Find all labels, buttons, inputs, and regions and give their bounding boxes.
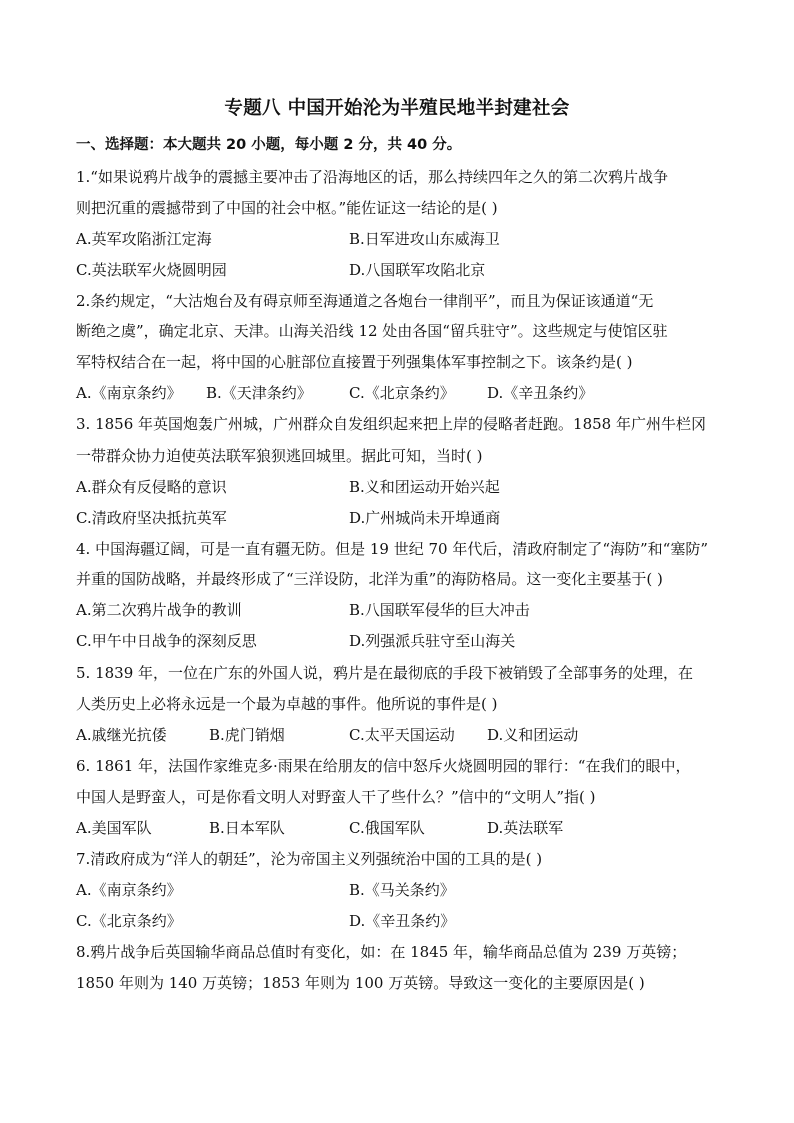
q3-line-1: 3. 1856 年英国炮轰广州城，广州群众自发组织起来把上岸的侵略者赶跑。1858 年广州牛栏冈 — [76, 415, 706, 433]
q4-option-b: B.八国联军侵华的巨大冲击 — [349, 601, 530, 619]
q6-line-1: 6. 1861 年，法国作家维克多·雨果在给朋友的信中怒斥火烧圆明园的罪行：“在我们的眼中， — [76, 757, 691, 775]
q8-line-2: 1850 年则为 140 万英镑；1853 年则为 100 万英镑。导致这一变化的主要原因是( ) — [76, 974, 645, 992]
q6-line-2: 中国人是野蛮人，可是你看文明人对野蛮人干了些什么？”信中的“文明人”指( ) — [76, 788, 596, 806]
q3-option-d: D.广州城尚未开埠通商 — [349, 509, 501, 527]
q2-option-c: C.《北京条约》 — [349, 384, 455, 402]
q6-option-a: A.美国军队 — [76, 819, 152, 837]
q7-option-a: A.《南京条约》 — [76, 881, 182, 899]
page-title: 专题八 中国开始沦为半殖民地半封建社会 — [224, 98, 570, 119]
q7-option-b: B.《马关条约》 — [349, 881, 455, 899]
q2-line-3: 军特权结合在一起，将中国的心脏部位直接置于列强集体军事控制之下。该条约是( ) — [76, 353, 633, 371]
q3-line-2: 一带群众协力迫使英法联军狼狈逃回城里。据此可知，当时( ) — [76, 447, 483, 465]
q1-option-c: C.英法联军火烧圆明园 — [76, 261, 227, 279]
q6-option-d: D.英法联军 — [487, 819, 564, 837]
q2-option-d: D.《辛丑条约》 — [487, 384, 594, 402]
q2-option-a: A.《南京条约》 — [76, 384, 182, 402]
q6-option-c: C.俄国军队 — [349, 819, 425, 837]
q4-option-a: A.第二次鸦片战争的教训 — [76, 601, 242, 619]
q3-option-a: A.群众有反侵略的意识 — [76, 478, 227, 496]
q5-option-b: B.虎门销烟 — [209, 726, 285, 744]
section-heading: 一、选择题：本大题共 20 小题，每小题 2 分，共 40 分。 — [76, 137, 462, 153]
q3-option-c: C.清政府坚决抵抗英军 — [76, 509, 227, 527]
q7-option-c: C.《北京条约》 — [76, 912, 182, 930]
q6-option-b: B.日本军队 — [209, 819, 285, 837]
q4-option-c: C.甲午中日战争的深刻反思 — [76, 632, 257, 650]
q5-line-2: 人类历史上必将永远是一个最为卓越的事件。他所说的事件是( ) — [76, 695, 498, 713]
q1-option-a: A.英军攻陷浙江定海 — [76, 230, 212, 248]
q4-line-1: 4. 中国海疆辽阔，可是一直有疆无防。但是 19 世纪 70 年代后，清政府制定了“海防”和“塞防” — [76, 540, 709, 558]
q8-line-1: 8.鸦片战争后英国输华商品总值时有变化，如：在 1845 年，输华商品总值为 239 万英镑； — [76, 943, 687, 961]
q5-option-a: A.戚继光抗倭 — [76, 726, 167, 744]
q5-line-1: 5. 1839 年，一位在广东的外国人说，鸦片是在最彻底的手段下被销毁了全部事务的处理，在 — [76, 664, 694, 682]
q2-option-b: B.《天津条约》 — [206, 384, 312, 402]
q7-option-d: D.《辛丑条约》 — [349, 912, 456, 930]
q2-line-2: 断绝之虞”，确定北京、天津。山海关沿线 12 处由各国“留兵驻守”。这些规定与使馆区驻 — [76, 322, 668, 340]
q4-option-d: D.列强派兵驻守至山海关 — [349, 632, 516, 650]
q4-line-2: 并重的国防战略，并最终形成了“三洋设防，北洋为重”的海防格局。这一变化主要基于( ) — [76, 570, 663, 588]
q2-line-1: 2.条约规定，“大沽炮台及有碍京师至海通道之各炮台一律削平”，而且为保证该通道“无 — [76, 292, 654, 310]
q7-line-1: 7.清政府成为“洋人的朝廷”，沦为帝国主义列强统治中国的工具的是( ) — [76, 850, 543, 868]
q1-option-b: B.日军进攻山东威海卫 — [349, 230, 500, 248]
q5-option-c: C.太平天国运动 — [349, 726, 455, 744]
q5-option-d: D.义和团运动 — [487, 726, 579, 744]
q1-line-1: 1.“如果说鸦片战争的震撼主要冲击了沿海地区的话，那么持续四年之久的第二次鸦片战争 — [76, 168, 668, 186]
q1-line-2: 则把沉重的震撼带到了中国的社会中枢。”能佐证这一结论的是( ) — [76, 199, 498, 217]
q1-option-d: D.八国联军攻陷北京 — [349, 261, 486, 279]
q3-option-b: B.义和团运动开始兴起 — [349, 478, 500, 496]
